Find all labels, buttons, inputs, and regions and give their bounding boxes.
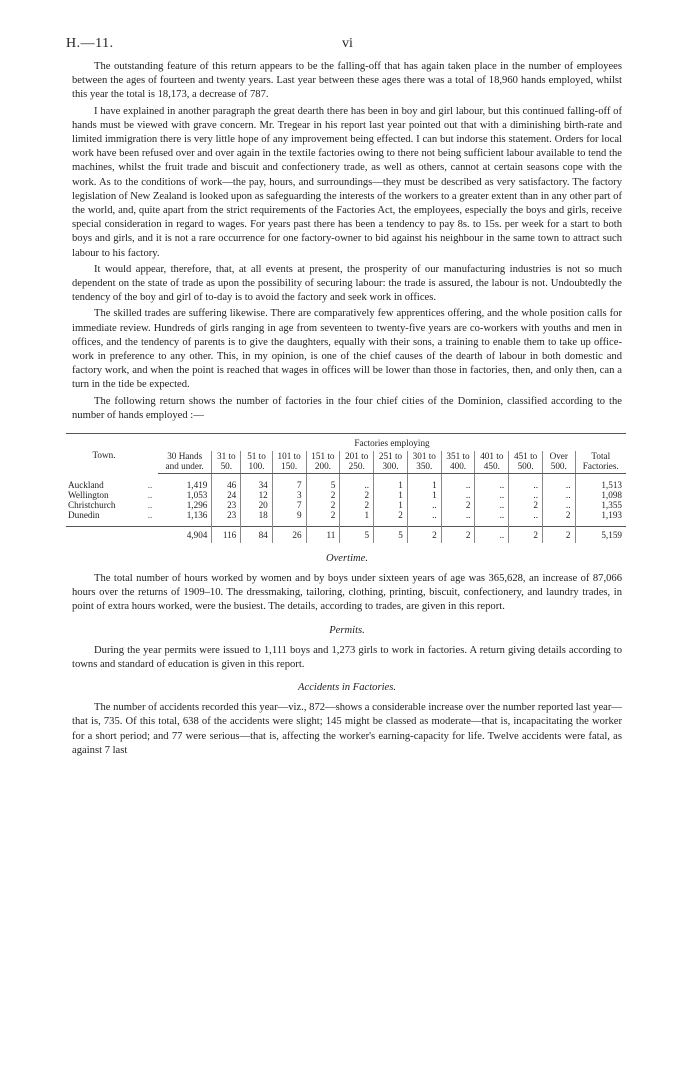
section-overtime [72,553,622,615]
column-header: 31 to 50. [212,451,241,474]
total-cell: 2 [407,527,441,544]
table-cell: 1,296 [186,500,208,511]
table-cell: .. [475,510,509,520]
total-cell: 26 [272,527,306,544]
table-cell: .. [441,480,475,490]
section-heading: Accidents in Factories. [298,682,396,694]
table-cell: 2 [340,490,374,500]
column-header: 401 to 450. [475,451,509,474]
table-cell: 1 [407,490,441,500]
paragraph: I have explained in another paragraph the great dearth there has been in boy and girl labour, but this continued falling-off of hands must be viewed with grave concern. Mr. Tregear in his report last year pointed out that with a diminishing birth-rate and limited immigration there is very little hope of any improvement being effected. I can but indorse this statement. Orders for local work have been refused over and over again in the textile factories owing to there not being sufficient labour available to tend the machines, whilst the fruit trade and biscuit and confectionery trade, as well as others, cannot at certain seasons cope with the work. As to the conditions of work—the pay, hours, and surroundings—they must be described as very satisfactory. The factory legislation of New Zealand is looked upon as safeguarding the interests of the workers to a greater extent than in any other part of the world, and, quite apart from the strict requirements of the Factories Act, the employees, especially the boys and girls, receive special consideration in regard to wages. For years past there has been a tendency to pay 8s. to 15s. per week for a start to both boys and girls, and it is not a rare occurrence for one factory-owner to bid against his neighbour in the same town to attract such labour to his factory. [72,105,622,259]
column-header: 451 to 500. [509,451,543,474]
column-header: 251 to 300. [374,451,408,474]
table-cell: 24 [212,490,241,500]
table-cell: 1 [374,490,408,500]
table-cell: 2 [543,510,576,520]
table-cell: 1 [340,510,374,520]
table-cell: .. [407,500,441,510]
table-cell: 1,513 [575,480,626,490]
total-cell: 2 [543,527,576,544]
table-cell: .. [509,510,543,520]
table-cell: 2 [306,500,340,510]
table-cell: .. [475,500,509,510]
table-cell: 1,136 [186,510,208,521]
table-row [66,510,626,520]
total-cell: 84 [241,527,272,544]
paragraph: It would appear, therefore, that, at all events at present, the prosperity of our manufacturing industries is not so much dependent on the state of trade as upon the possibility of securing labour: the trade is assured, the labour is not. Undoubtedly the tendency of the boy and girl of to-day is to avoid the factory and seek work in offices. [72,263,622,304]
document-page [66,36,622,758]
table-cell: 20 [241,500,272,510]
column-header: 151 to 200. [306,451,340,474]
total-cell: 116 [212,527,241,544]
town-header: Town. [92,450,116,461]
section-accidents [72,682,622,758]
town-name: Wellington [68,490,109,501]
total-cell: 5 [374,527,408,544]
table-cell: 9 [272,510,306,520]
table-cell: 7 [272,500,306,510]
total-cell: 2 [509,527,543,544]
town-name: Auckland [68,480,104,491]
town-header-cell [66,434,142,474]
table-cell: 1,193 [575,510,626,520]
page-number: vi [342,36,353,51]
table-cell: .. [543,500,576,510]
total-cell: .. [475,527,509,544]
table-cell: .. [543,490,576,500]
paragraph: During the year permits were issued to 1,111 boys and 1,273 girls to work in factories. A return giving details according to towns and standard of education is given in this report. [72,644,622,670]
table-cell: .. [340,480,374,490]
total-cell: 5 [340,527,374,544]
table-cell: 18 [241,510,272,520]
paragraph: The following return shows the number of factories in the four chief cities of the Dominion, classified according to the number of hands employed :— [72,395,622,421]
document-reference: H.—11. [66,36,114,51]
paragraph: The number of accidents recorded this year—viz., 872—shows a considerable increase over the number reported last year—that is, 735. Of this total, 638 of the accidents were slight; 145 might be classed as moderate—that is, incapacitating the worker for a short period; and 77 were serious—that is, affecting the worker's earning-capacity for life. Twelve accidents were fatal, as against 7 last [72,702,622,756]
table-cell: 1 [374,500,408,510]
table-cell: .. [509,490,543,500]
totals-row [66,527,626,544]
table-cell: .. [441,490,475,500]
paragraph: The outstanding feature of this return appears to be the falling-off that has again taken place in the number of employees between the ages of fourteen and twenty years. Last year between these ages there was a total of 18,960 hands employed, whilst this year the total is 18,173, a decrease of 787. [72,61,622,101]
group-header: Factories employing [158,434,626,452]
table-cell: .. [475,480,509,490]
table-cell: 12 [241,490,272,500]
table-cell: 5 [306,480,340,490]
table-cell: .. [441,510,475,520]
table-cell: .. [543,480,576,490]
leader-dots: .. [147,480,153,491]
table-cell: 2 [374,510,408,520]
table-cell: 46 [212,480,241,490]
table-cell: 1,053 [186,490,208,501]
table-cell: .. [407,510,441,520]
paragraph: The skilled trades are suffering likewise. There are comparatively few apprentices offering, and the whole position calls for immediate review. Hundreds of girls ranging in age from seventeen to twenty-five years are co-workers with youths and men in offices, and the tendency of parents is to give the daughters, equally with their sons, a training to enable them to take up office-work in preference to any other. This, in my opinion, is one of the chief causes of the dearth of labour in both domestic and factory work, and when the point is reached that wages in offices will be lower than those in factories, then, and only then, can a turn in the tide be expected. [72,308,622,391]
table-cell: 2 [340,500,374,510]
intro-paragraphs [72,60,622,423]
total-cell: 11 [306,527,340,544]
leader-dots: .. [147,490,153,501]
table-row [66,480,626,490]
column-header: 30 Hands and under. [158,451,212,474]
table-cell: .. [475,490,509,500]
column-header: 201 to 250. [340,451,374,474]
town-name: Dunedin [68,510,100,521]
table-cell: 2 [306,490,340,500]
column-header: 351 to 400. [441,451,475,474]
column-header: Over 500. [543,451,576,474]
leader-dots: .. [147,510,153,521]
page-header [66,36,622,60]
section-permits [72,625,622,672]
table-cell: 7 [272,480,306,490]
section-heading: Permits. [329,624,365,636]
table-cell: 1 [407,480,441,490]
section-heading: Overtime. [325,553,369,565]
table-cell: 1,098 [575,490,626,500]
column-header: 51 to 100. [241,451,272,474]
town-name: Christchurch [68,500,116,511]
table-cell: 2 [509,500,543,510]
table-cell: 23 [212,500,241,510]
table-cell: 1,419 [186,480,208,491]
table-body [66,480,626,527]
total-cell: 2 [441,527,475,544]
table-row [66,500,626,510]
leader-dots: .. [147,500,153,511]
column-header: 101 to 150. [272,451,306,474]
table-row [66,490,626,500]
factories-table [66,433,626,543]
total-cell: 4,904 [158,527,212,544]
table-cell: 23 [212,510,241,520]
table-cell: 2 [441,500,475,510]
table-cell: 34 [241,480,272,490]
table-cell: 1 [374,480,408,490]
column-header: 301 to 350. [407,451,441,474]
total-cell: 5,159 [575,527,626,544]
table-cell: 3 [272,490,306,500]
paragraph: The total number of hours worked by women and by boys under sixteen years of age was 365,628, an increase of 87,066 hours over the returns of 1909–10. The dressmaking, tailoring, clothing, printing, biscuit, confectionery, and laundry trades, in point of extra hours worked, were the busiest. The details, according to trades, are given in this report. [72,573,622,613]
table-cell: 2 [306,510,340,520]
column-header: Total Factories. [575,451,626,474]
table-cell: .. [509,480,543,490]
table-cell: 1,355 [575,500,626,510]
